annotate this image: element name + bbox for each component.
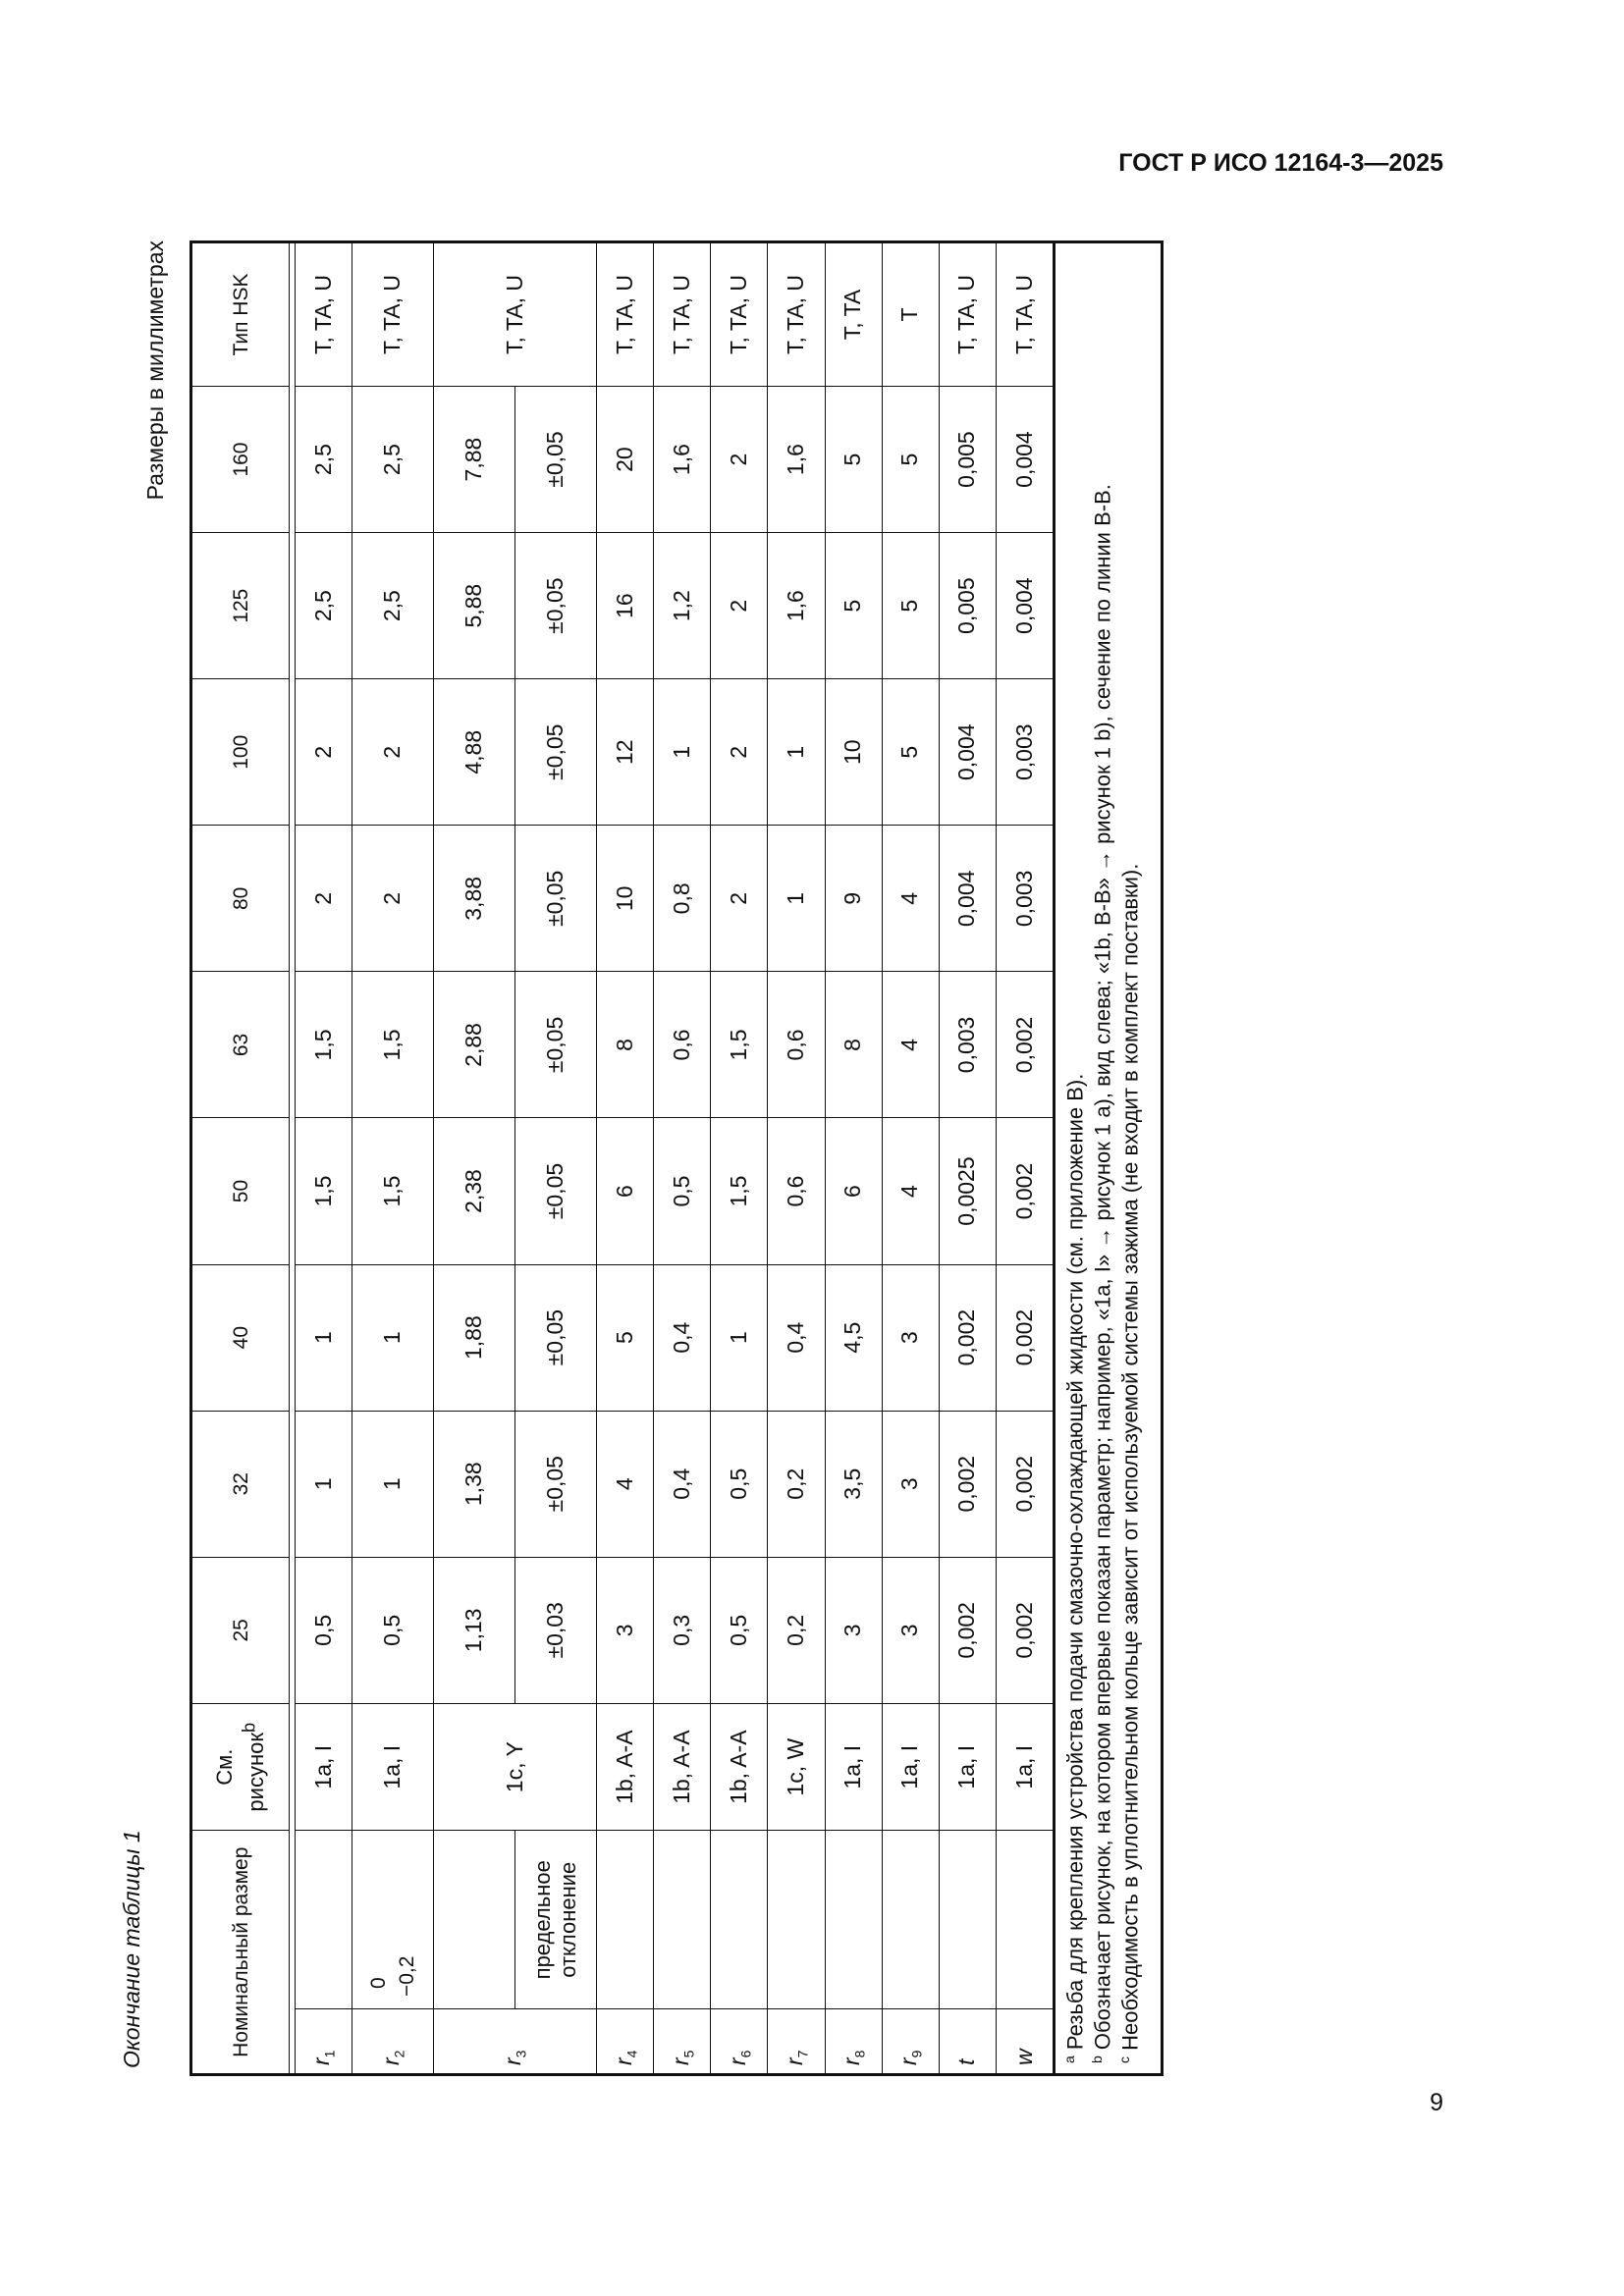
parameter-cell — [597, 2009, 654, 2075]
value-cell: 12 — [597, 679, 654, 826]
value-cell: 2 — [711, 679, 768, 826]
document-code: ГОСТ Р ИСО 12164-3—2025 — [1118, 149, 1443, 177]
parameter-symbol: $r_7$ — [781, 2050, 811, 2065]
hsk-type-cell: T, TA, U — [352, 242, 433, 387]
hsk-type-cell: T, TA — [825, 242, 882, 387]
value-cell: 2,5 — [295, 387, 352, 533]
figure-ref-cell: 1c, Y — [434, 1703, 597, 1831]
hsk-type-cell: T, TA, U — [768, 242, 825, 387]
deviation-value-cell: ±0,05 — [515, 1411, 597, 1557]
value-cell: 6 — [825, 1118, 882, 1264]
table-row — [825, 242, 882, 2075]
value-cell: 0,4 — [654, 1264, 711, 1411]
table-row — [939, 242, 996, 2075]
deviation-label-cell: предельное отклонение — [515, 1831, 597, 2009]
parameter-symbol: $r_3$ — [500, 2050, 530, 2065]
nominal-cell — [597, 1831, 654, 2009]
parameter-symbol: $r_6$ — [724, 2050, 754, 2065]
value-cell: 4 — [882, 1118, 939, 1264]
value-cell: 0,5 — [352, 1557, 433, 1703]
parameter-symbol: w — [1010, 2049, 1037, 2065]
value-cell: 0,6 — [768, 972, 825, 1118]
deviation-value-cell: ±0,03 — [515, 1557, 597, 1703]
value-cell: 5 — [825, 387, 882, 533]
hsk-type-cell: T, TA, U — [597, 242, 654, 387]
table-row — [295, 242, 352, 2075]
value-cell: 5 — [882, 387, 939, 533]
value-cell: 0,002 — [996, 972, 1054, 1118]
value-cell: 1,5 — [711, 1118, 768, 1264]
parameter-cell — [434, 2009, 597, 2075]
header-size: 125 — [191, 533, 290, 679]
deviation-value-cell: ±0,05 — [515, 533, 597, 679]
value-cell: 0,5 — [711, 1411, 768, 1557]
parameter-cell — [295, 2009, 352, 2075]
parameter-cell — [768, 2009, 825, 2075]
table-header-row — [191, 242, 290, 2075]
table-row — [434, 242, 515, 2075]
value-cell: 2,88 — [434, 972, 515, 1118]
table-row — [882, 242, 939, 2075]
value-cell: 0,005 — [939, 533, 996, 679]
value-cell: 0,4 — [768, 1264, 825, 1411]
value-cell: 0,002 — [939, 1264, 996, 1411]
value-cell: 1,38 — [434, 1411, 515, 1557]
table-row — [352, 242, 433, 2075]
figure-ref-cell: 1a, I — [882, 1703, 939, 1831]
value-cell: 1 — [654, 679, 711, 826]
parameter-symbol: $r_4$ — [610, 2050, 640, 2065]
value-cell: 3 — [825, 1557, 882, 1703]
value-cell: 1,6 — [654, 387, 711, 533]
value-cell: 3,5 — [825, 1411, 882, 1557]
value-cell: 1 — [711, 1264, 768, 1411]
figure-ref-cell: 1a, I — [825, 1703, 882, 1831]
value-cell: 4,5 — [825, 1264, 882, 1411]
value-cell: 2 — [352, 679, 433, 826]
value-cell: 0,003 — [996, 679, 1054, 826]
nominal-cell — [711, 1831, 768, 2009]
value-cell: 1,2 — [654, 533, 711, 679]
value-cell: 4 — [882, 972, 939, 1118]
value-cell: 0,004 — [996, 533, 1054, 679]
value-cell: 0,004 — [939, 826, 996, 972]
deviation-value-cell: ±0,05 — [515, 972, 597, 1118]
hsk-type-cell: T, TA, U — [996, 242, 1054, 387]
nominal-cell — [825, 1831, 882, 2009]
deviation-value-cell: ±0,05 — [515, 1118, 597, 1264]
header-hsk-type: Тип HSK — [191, 242, 290, 387]
value-cell: 2 — [295, 679, 352, 826]
value-cell: 3 — [882, 1264, 939, 1411]
value-cell: 10 — [825, 679, 882, 826]
value-cell: 1,5 — [295, 1118, 352, 1264]
value-cell: 5 — [882, 679, 939, 826]
value-cell: 1,13 — [434, 1557, 515, 1703]
deviation-value-cell: ±0,05 — [515, 1264, 597, 1411]
table-row — [711, 242, 768, 2075]
rotated-table-block — [113, 236, 1213, 2076]
parameter-cell — [939, 2009, 996, 2075]
value-cell: 2 — [711, 387, 768, 533]
header-size: 40 — [191, 1264, 290, 1411]
parameter-symbol: t — [953, 2058, 980, 2065]
footnote: $^b$ Обозначает рисунок, на котором впервые показан параметр; например, «1a, I» → рисунок 1 a), вид слева; «1b, B-B» → рисунок 1 b), сечение по линии B-B. — [1088, 484, 1115, 2063]
value-cell: 10 — [597, 826, 654, 972]
value-cell: 0,4 — [654, 1411, 711, 1557]
value-cell: 1,5 — [295, 972, 352, 1118]
value-cell: 5 — [882, 533, 939, 679]
value-cell: 9 — [825, 826, 882, 972]
hsk-type-cell: T, TA, U — [434, 242, 597, 387]
value-cell: 4 — [597, 1411, 654, 1557]
hsk-type-cell: T, TA, U — [711, 242, 768, 387]
figure-ref-cell: 1a, I — [996, 1703, 1054, 1831]
hsk-type-cell: T — [882, 242, 939, 387]
value-cell: 0,002 — [939, 1411, 996, 1557]
parameter-symbol: $r_2$ — [377, 2050, 407, 2065]
figure-ref-cell: 1a, I — [352, 1703, 433, 1831]
value-cell: 8 — [597, 972, 654, 1118]
nominal-cell — [295, 1831, 352, 2009]
value-cell: 4,88 — [434, 679, 515, 826]
value-cell: 1 — [295, 1264, 352, 1411]
figure-ref-cell: 1c, W — [768, 1703, 825, 1831]
value-cell: 8 — [825, 972, 882, 1118]
value-cell: 1 — [768, 679, 825, 826]
table-row — [597, 242, 654, 2075]
value-cell: 5 — [597, 1264, 654, 1411]
value-cell: 0,8 — [654, 826, 711, 972]
value-cell: 1 — [295, 1411, 352, 1557]
value-cell: 4 — [882, 826, 939, 972]
value-cell: 1 — [768, 826, 825, 972]
header-size: 63 — [191, 972, 290, 1118]
hsk-type-cell: T, TA, U — [654, 242, 711, 387]
parameter-cell — [352, 2009, 433, 2075]
figure-ref-cell: 1b, A-A — [597, 1703, 654, 1831]
value-cell: 1,5 — [352, 1118, 433, 1264]
value-cell: 0,6 — [768, 1118, 825, 1264]
value-cell: 0,004 — [996, 387, 1054, 533]
nominal-cell — [882, 1831, 939, 2009]
value-cell: 2 — [711, 826, 768, 972]
figure-ref-cell: 1a, I — [295, 1703, 352, 1831]
nominal-cell — [434, 1831, 515, 2009]
nominal-cell — [654, 1831, 711, 2009]
value-cell: 0,5 — [654, 1118, 711, 1264]
parameter-cell — [654, 2009, 711, 2075]
dimensions-table — [189, 240, 1056, 2076]
footnote: $^a$ Резьба для крепления устройства подачи смазочно-охлаждающей жидкости (см. приложение B). — [1061, 1073, 1088, 2063]
value-cell: 2,38 — [434, 1118, 515, 1264]
hsk-type-cell: T, TA, U — [295, 242, 352, 387]
value-cell: 0,005 — [939, 387, 996, 533]
value-cell: 3 — [882, 1411, 939, 1557]
header-see-figure: См. рисунок$^b$ — [191, 1703, 290, 1831]
deviation-value-cell: ±0,05 — [515, 387, 597, 533]
header-size: 50 — [191, 1118, 290, 1264]
value-cell: 16 — [597, 533, 654, 679]
value-cell: 2 — [295, 826, 352, 972]
value-cell: 20 — [597, 387, 654, 533]
value-cell: 0,2 — [768, 1411, 825, 1557]
header-size: 25 — [191, 1557, 290, 1703]
value-cell: 1,5 — [352, 972, 433, 1118]
header-size: 80 — [191, 826, 290, 972]
value-cell: 2,5 — [295, 533, 352, 679]
value-cell: 5 — [825, 533, 882, 679]
deviation-value-cell: ±0,05 — [515, 826, 597, 972]
nominal-cell — [996, 1831, 1054, 2009]
hsk-type-cell: T, TA, U — [939, 242, 996, 387]
value-cell: 0,002 — [996, 1557, 1054, 1703]
parameter-cell — [711, 2009, 768, 2075]
value-cell: 1,6 — [768, 533, 825, 679]
value-cell: 3,88 — [434, 826, 515, 972]
value-cell: 0,2 — [768, 1557, 825, 1703]
parameter-symbol: $r_1$ — [308, 2050, 338, 2065]
parameter-cell — [996, 2009, 1054, 2075]
header-size: 100 — [191, 679, 290, 826]
parameter-symbol: $r_9$ — [894, 2050, 925, 2065]
header-size: 160 — [191, 387, 290, 533]
footnote: $^c$ Необходимость в уплотнительном кольце зависит от используемой системы зажима (не входит в комплект поставки). — [1115, 863, 1142, 2063]
figure-ref-cell: 1a, I — [939, 1703, 996, 1831]
nominal-cell — [352, 1831, 433, 2009]
value-cell: 1 — [352, 1411, 433, 1557]
footnotes — [1056, 240, 1164, 2076]
tolerance-label: 0 −0,2 — [366, 1955, 418, 1998]
value-cell: 0,002 — [996, 1264, 1054, 1411]
table-row — [654, 242, 711, 2075]
value-cell: 7,88 — [434, 387, 515, 533]
page-number: 9 — [1430, 2089, 1443, 2116]
parameter-symbol: $r_5$ — [667, 2050, 697, 2065]
value-cell: 1,5 — [711, 972, 768, 1118]
value-cell: 2,5 — [352, 533, 433, 679]
value-cell: 0,003 — [939, 972, 996, 1118]
value-cell: 0,5 — [711, 1557, 768, 1703]
parameter-symbol: $r_8$ — [838, 2050, 868, 2065]
nominal-cell — [939, 1831, 996, 2009]
value-cell: 0,002 — [996, 1118, 1054, 1264]
value-cell: 3 — [597, 1557, 654, 1703]
header-size: 32 — [191, 1411, 290, 1557]
header-nominal: Номинальный размер — [191, 1831, 290, 2075]
value-cell: 0,003 — [996, 826, 1054, 972]
value-cell: 2,5 — [352, 387, 433, 533]
units-note: Размеры в миллиметрах — [142, 240, 168, 501]
value-cell: 0,6 — [654, 972, 711, 1118]
value-cell: 0,3 — [654, 1557, 711, 1703]
value-cell: 2 — [711, 533, 768, 679]
deviation-value-cell: ±0,05 — [515, 679, 597, 826]
value-cell: 1 — [352, 1264, 433, 1411]
value-cell: 0,5 — [295, 1557, 352, 1703]
value-cell: 3 — [882, 1557, 939, 1703]
value-cell: 1,88 — [434, 1264, 515, 1411]
value-cell: 2 — [352, 826, 433, 972]
value-cell: 0,002 — [939, 1557, 996, 1703]
value-cell: 5,88 — [434, 533, 515, 679]
table-caption: Окончание таблицы 1 — [119, 1830, 144, 2068]
value-cell: 6 — [597, 1118, 654, 1264]
figure-ref-cell: 1b, A-A — [654, 1703, 711, 1831]
value-cell: 0,004 — [939, 679, 996, 826]
value-cell: 0,0025 — [939, 1118, 996, 1264]
parameter-cell — [882, 2009, 939, 2075]
parameter-cell — [825, 2009, 882, 2075]
figure-ref-cell: 1b, A-A — [711, 1703, 768, 1831]
value-cell: 1,6 — [768, 387, 825, 533]
value-cell: 0,002 — [996, 1411, 1054, 1557]
nominal-cell — [768, 1831, 825, 2009]
table-row — [996, 242, 1054, 2075]
table-row — [768, 242, 825, 2075]
